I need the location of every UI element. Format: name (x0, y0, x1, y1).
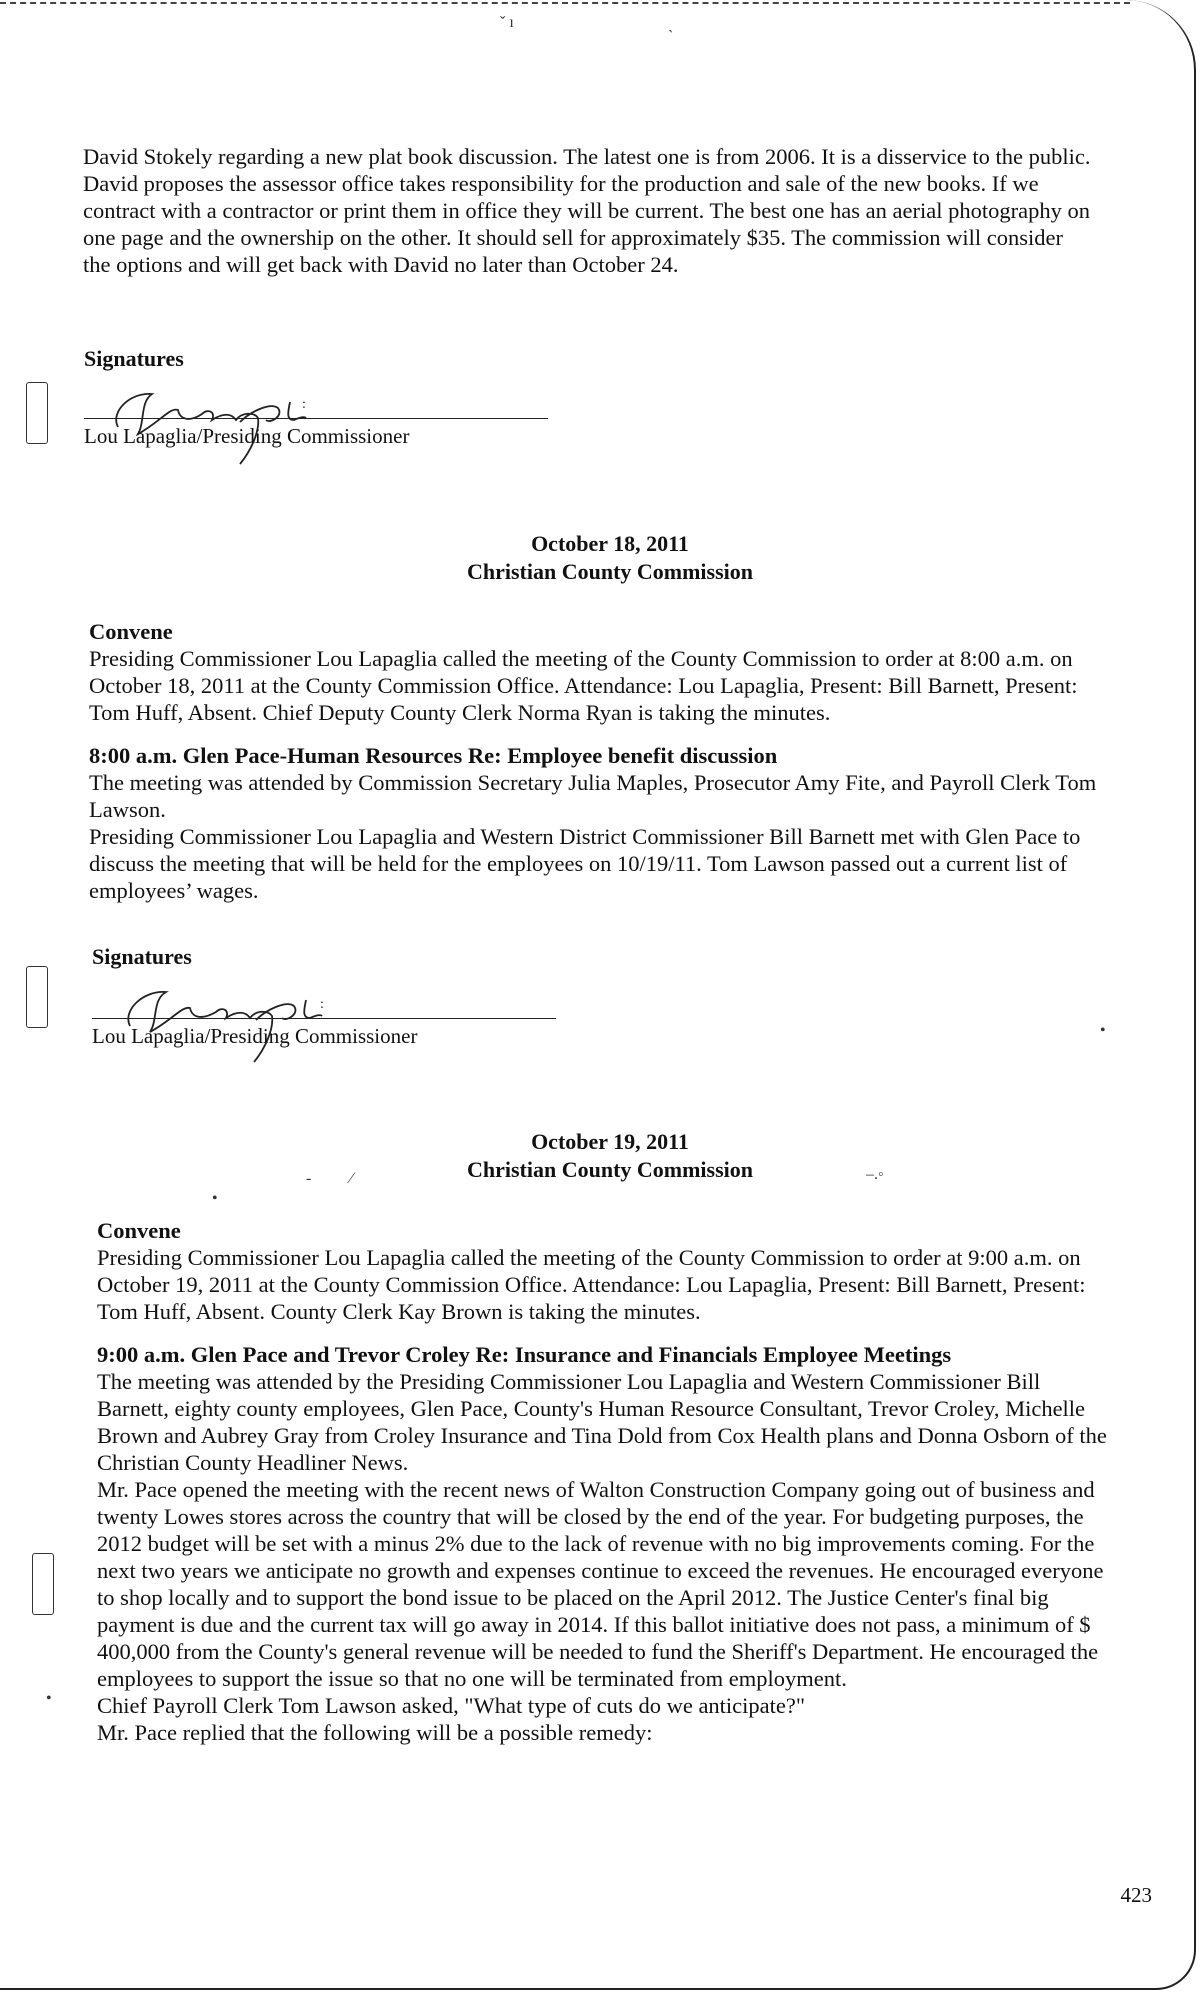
signature-line (92, 1018, 556, 1019)
meeting-header (0, 530, 1200, 586)
paragraph: David Stokely regarding a new plat book discussion. The latest one is from 2006. It is a disservice to the public. (83, 144, 1091, 169)
convene-text: Presiding Commissioner Lou Lapaglia called the meeting of the County Commission to order at 8:00 a.m. on October 18, 2011 at the County Commission Office. Attendance: Lou Lapaglia, Present: Bill Barnett, Present: Tom Huff, Absent. Chief Deputy County Clerk Norma Ryan is taking the minutes. (89, 646, 1078, 725)
signature-caption: Lou Lapaglia/Presiding Commissioner (92, 1024, 418, 1048)
scan-speck: - (306, 1170, 312, 1187)
margin-bracket (26, 382, 48, 444)
paragraph: The meeting was attended by Commission Secretary Julia Maples, Prosecutor Amy Fite, and Payroll Clerk Tom Lawson. (89, 770, 1097, 822)
scan-speck: • (212, 1190, 218, 1207)
margin-bracket (32, 1553, 54, 1615)
scan-speck: ⁄ (350, 1170, 353, 1187)
svg-text::: : (320, 997, 324, 1012)
svg-text::: : (302, 397, 306, 412)
paragraph: Mr. Pace replied that the following will be a possible remedy: (97, 1720, 653, 1745)
paragraph: The meeting was attended by the Presiding Commissioner Lou Lapaglia and Western Commissioner Bill Barnett, eighty county employees, Glen Pace, County's Human Resource Consultant, Trevor Croley, Michelle Brown and Aubrey Gray from Croley Insurance and Tina Dold from Cox Health plans and Donna Osborn of the Christian County Headliner News. (97, 1369, 1107, 1475)
paragraph: David proposes the assessor office takes responsibility for the production and sale of the new books. If we contract with a contractor or print them in office they will be current. The best one has an aerial photography on one page and the ownership on the other. It should sell for approximately $35. The commission will consider the options and will get back with David no later than October 24. (83, 171, 1090, 277)
scan-speck: ‒.◦ (866, 1166, 884, 1183)
signatures-label: Signatures (92, 944, 192, 969)
scan-speck: • (46, 1690, 52, 1707)
paragraph: Chief Payroll Clerk Tom Lawson asked, "What type of cuts do we anticipate?" (97, 1693, 806, 1718)
scan-speck: ˇ ı (500, 14, 514, 31)
page-number: 423 (1120, 1883, 1152, 1907)
top-section (83, 143, 1093, 278)
meeting-date: October 19, 2011 (531, 1129, 689, 1154)
agenda-item-heading: 9:00 a.m. Glen Pace and Trevor Croley Re: Insurance and Financials Employee Meetings (97, 1342, 952, 1367)
margin-bracket (26, 966, 48, 1028)
convene-heading: Convene (89, 619, 173, 644)
scan-speck: ˎ (668, 16, 674, 33)
meeting-date: October 18, 2011 (531, 531, 689, 556)
meeting-body: Christian County Commission (466, 1157, 754, 1182)
signature-line (84, 418, 548, 419)
paragraph: Mr. Pace opened the meeting with the recent news of Walton Construction Company going out of business and twenty Lowes stores across the country that will be closed by the end of the year. For budgeting purposes, the 2012 budget will be set with a minus 2% due to the lack of revenue with no big improvements coming. For the next two years we anticipate no growth and expenses continue to exceed the revenues. He encouraged everyone to shop locally and to support the bond issue to be placed on the April 2012. The Justice Center's final big payment is due and the current tax will go away in 2014. If this ballot initiative does not pass, a minimum of $ 400,000 from the County's general revenue will be needed to fund the Sheriff's Department. He encouraged the employees to support the issue so that no one will be terminated from employment. (97, 1477, 1104, 1691)
convene-text: Presiding Commissioner Lou Lapaglia called the meeting of the County Commission to order at 9:00 a.m. on October 19, 2011 at the County Commission Office. Attendance: Lou Lapaglia, Present: Bill Barnett, Present: Tom Huff, Absent. County Clerk Kay Brown is taking the minutes. (97, 1245, 1086, 1324)
meeting-header (0, 1128, 1200, 1184)
meeting-body: Christian County Commission (466, 559, 754, 584)
signature-caption: Lou Lapaglia/Presiding Commissioner (84, 424, 410, 448)
paragraph: Presiding Commissioner Lou Lapaglia and Western District Commissioner Bill Barnett met with Glen Pace to discuss the meeting that will be held for the employees on 10/19/11. Tom Lawson passed out a current list of employees’ wages. (89, 824, 1081, 903)
agenda-item-heading: 8:00 a.m. Glen Pace-Human Resources Re: Employee benefit discussion (89, 743, 778, 768)
top-edge-line (0, 2, 1130, 4)
signatures-label: Signatures (84, 346, 184, 371)
meeting-section (89, 618, 1099, 904)
scan-speck: • (1100, 1022, 1106, 1039)
convene-heading: Convene (97, 1218, 181, 1243)
meeting-section (97, 1217, 1107, 1746)
